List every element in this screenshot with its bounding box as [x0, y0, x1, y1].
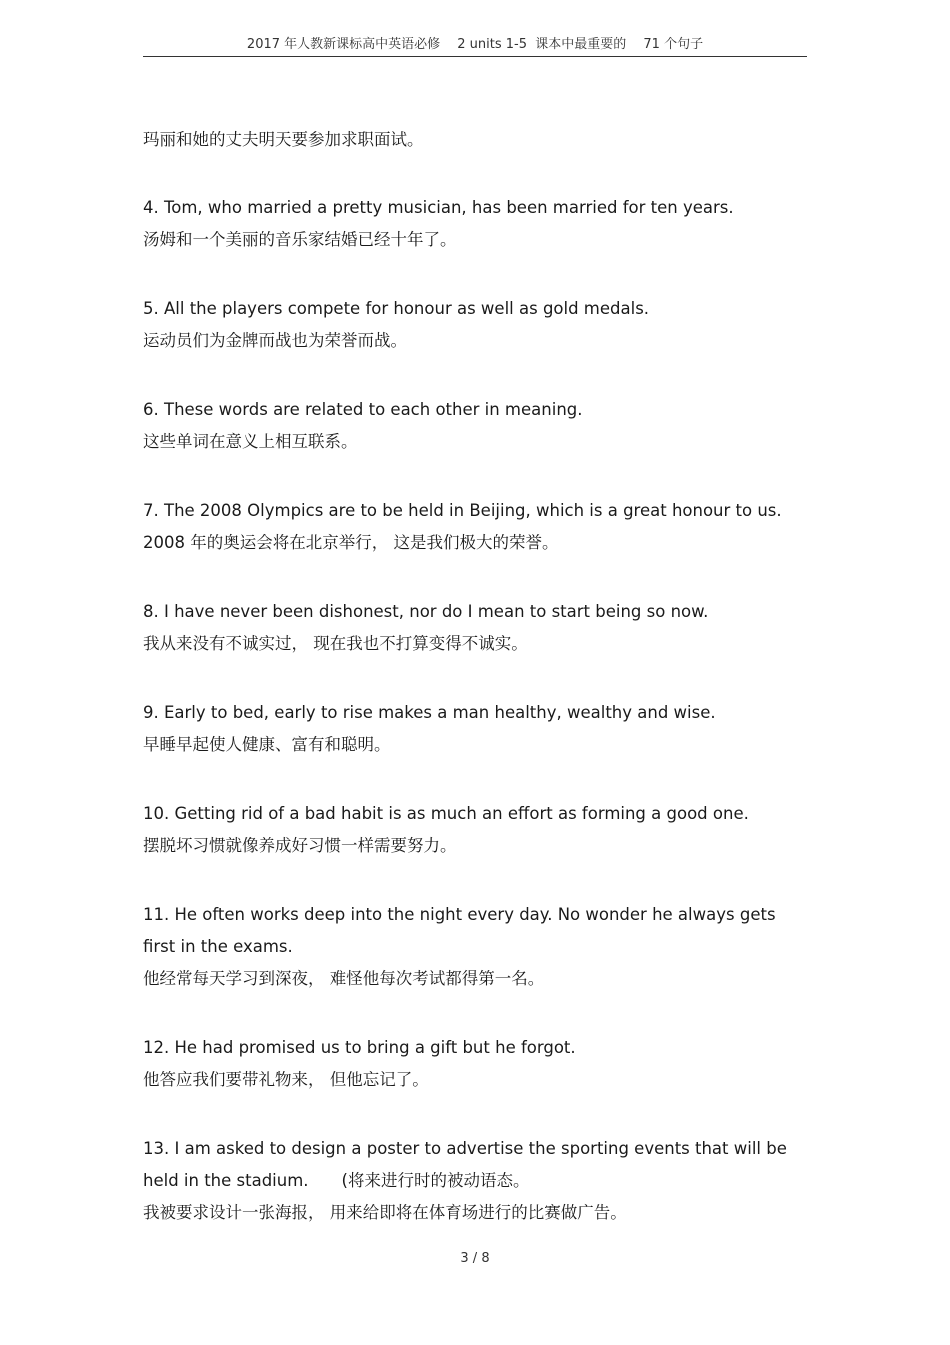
sentence-item: [143, 899, 783, 995]
sentence-item: [143, 192, 783, 256]
sentence-item: [143, 596, 783, 660]
chinese-translation: 汤姆和一个美丽的音乐家结婚已经十年了。: [143, 230, 457, 249]
page-number: 3 / 8: [460, 1251, 490, 1266]
chinese-translation: 玛丽和她的丈夫明天要参加求职面试。: [143, 130, 424, 149]
page-header: 2017 年人教新课标高中英语必修 2 units 1-5 课本中最重要的 71 个句子: [143, 34, 807, 57]
english-sentence: 13. I am asked to design a poster to advertise the sporting events that will be: [143, 1139, 787, 1158]
sentence-item: [143, 495, 783, 559]
sentence-item: [143, 394, 783, 458]
sentence-item: [143, 1032, 783, 1096]
chinese-translation: 他答应我们要带礼物来， 但他忘记了。: [143, 1070, 429, 1089]
english-sentence: 11. He often works deep into the night every day. No wonder he always gets: [143, 905, 776, 924]
sentence-item: [143, 697, 783, 761]
english-sentence-continued: held in the stadium. (将来进行时的被动语态。: [143, 1171, 530, 1190]
sentence-item: [143, 798, 783, 862]
chinese-translation: 我从来没有不诚实过， 现在我也不打算变得不诚实。: [143, 634, 528, 653]
english-sentence: 12. He had promised us to bring a gift but he forgot.: [143, 1038, 576, 1057]
chinese-translation: 他经常每天学习到深夜， 难怪他每次考试都得第一名。: [143, 969, 545, 988]
english-sentence: 8. I have never been dishonest, nor do I mean to start being so now.: [143, 602, 709, 621]
english-sentence: 4. Tom, who married a pretty musician, has been married for ten years.: [143, 198, 734, 217]
chinese-translation: 我被要求设计一张海报， 用来给即将在体育场进行的比赛做广告。: [143, 1203, 627, 1222]
chinese-translation: 早睡早起使人健康、富有和聪明。: [143, 735, 391, 754]
sentence-item: [143, 1133, 787, 1229]
chinese-translation: 运动员们为金牌而战也为荣誉而战。: [143, 331, 407, 350]
english-sentence: 10. Getting rid of a bad habit is as much an effort as forming a good one.: [143, 804, 749, 823]
english-sentence: 9. Early to bed, early to rise makes a man healthy, wealthy and wise.: [143, 703, 716, 722]
english-sentence: 6. These words are related to each other in meaning.: [143, 400, 583, 419]
english-sentence: 5. All the players compete for honour as well as gold medals.: [143, 299, 650, 318]
chinese-translation: 摆脱坏习惯就像养成好习惯一样需要努力。: [143, 836, 457, 855]
english-sentence: 7. The 2008 Olympics are to be held in Beijing, which is a great honour to us.: [143, 501, 782, 520]
chinese-translation: 2008 年的奥运会将在北京举行， 这是我们极大的荣誉。: [143, 533, 559, 552]
document-body: [143, 124, 787, 1266]
chinese-translation: 这些单词在意义上相互联系。: [143, 432, 358, 451]
english-sentence-continued: first in the exams.: [143, 937, 293, 956]
sentence-item: [143, 293, 783, 357]
sentence-item: [143, 124, 783, 156]
